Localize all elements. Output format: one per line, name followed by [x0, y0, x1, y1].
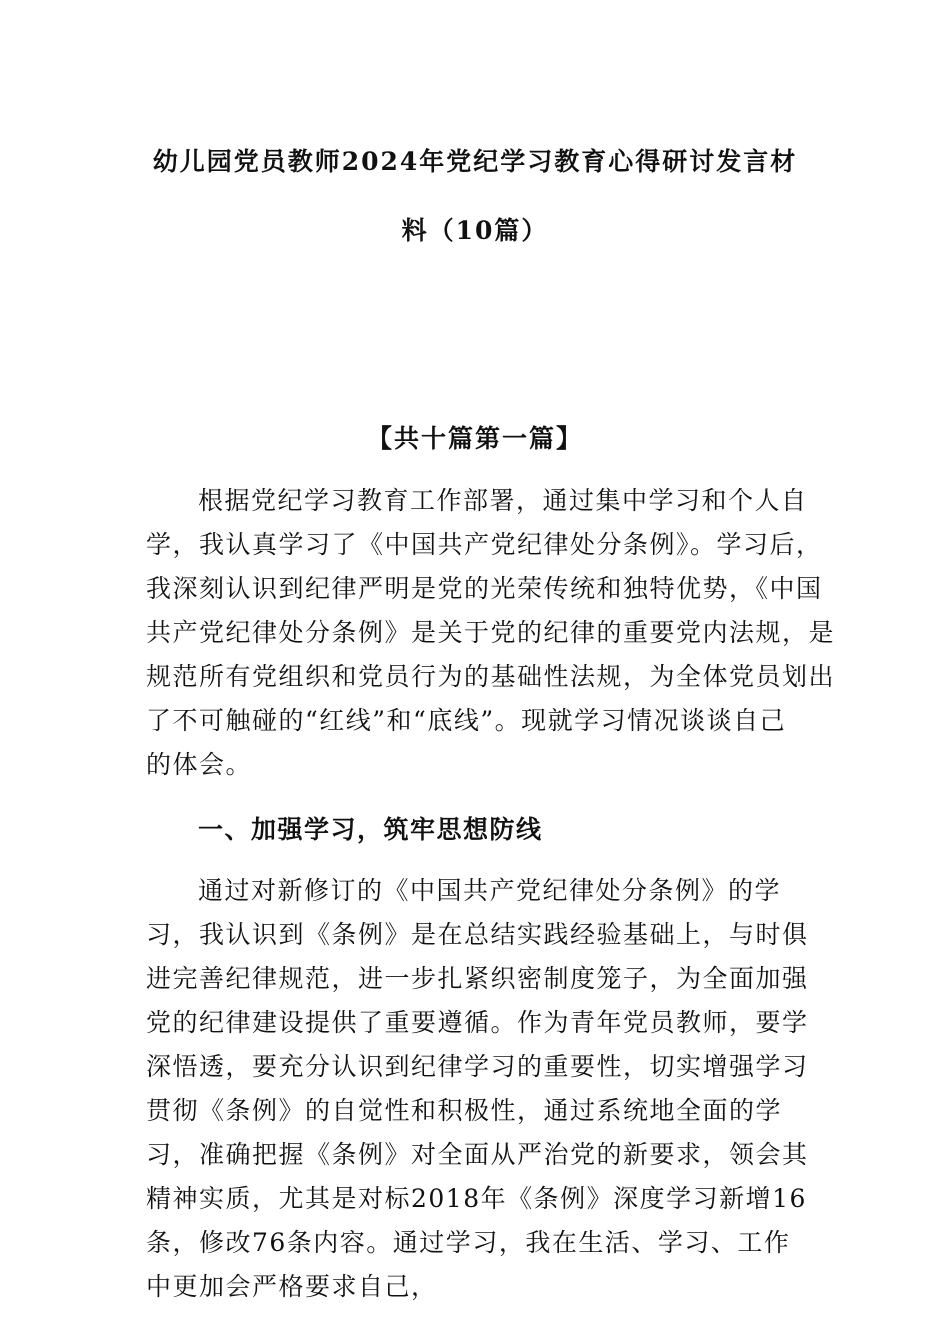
paragraph-1-line: 共产党纪律处分条例》是关于党的纪律的重要党内法规，是 [146, 618, 836, 647]
section-marker: 【共十篇第一篇】 [366, 424, 583, 453]
paragraph-2-line: 贯彻《条例》的自觉性和积极性，通过系统地全面的学 [146, 1096, 783, 1125]
document-title-line-2: 料（10篇） [401, 216, 549, 245]
paragraph-2-line: 习，准确把握《条例》对全面从严治党的新要求，领会其 [146, 1140, 809, 1169]
paragraph-1-line: 我深刻认识到纪律严明是党的光荣传统和独特优势，《中国 [146, 574, 823, 603]
paragraph-2-line: 党的纪律建设提供了重要遵循。作为青年党员教师，要学 [146, 1008, 809, 1037]
paragraph-1-line: 了不可触碰的“红线”和“底线”。现就学习情况谈谈自己 [146, 706, 787, 735]
paragraph-2-line: 深悟透，要充分认识到纪律学习的重要性，切实增强学习 [146, 1052, 809, 1081]
paragraph-2-line: 通过对新修订的《中国共产党纪律处分条例》的学 [198, 876, 782, 905]
paragraph-1-line: 的体会。 [146, 750, 253, 779]
paragraph-2-line: 习，我认识到《条例》是在总结实践经验基础上，与时俱 [146, 920, 809, 949]
paragraph-1-line: 根据党纪学习教育工作部署，通过集中学习和个人自 [198, 486, 808, 515]
section-heading: 一、加强学习，筑牢思想防线 [198, 815, 543, 844]
paragraph-2-line: 中更加会严格要求自己， [146, 1272, 438, 1301]
document-title-line-1: 幼儿园党员教师2024年党纪学习教育心得研讨发言材 [152, 147, 798, 176]
paragraph-2-line: 条，修改76条内容。通过学习，我在生活、学习、工作 [146, 1228, 791, 1257]
paragraph-2-line: 进完善纪律规范，进一步扎紧织密制度笼子，为全面加强 [146, 964, 809, 993]
paragraph-2-line: 精神实质，尤其是对标2018年《条例》深度学习新增16 [146, 1184, 807, 1213]
paragraph-1-line: 学，我认真学习了《中国共产党纪律处分条例》。学习后， [146, 530, 823, 559]
paragraph-1-line: 规范所有党组织和党员行为的基础性法规，为全体党员划出 [146, 662, 836, 691]
